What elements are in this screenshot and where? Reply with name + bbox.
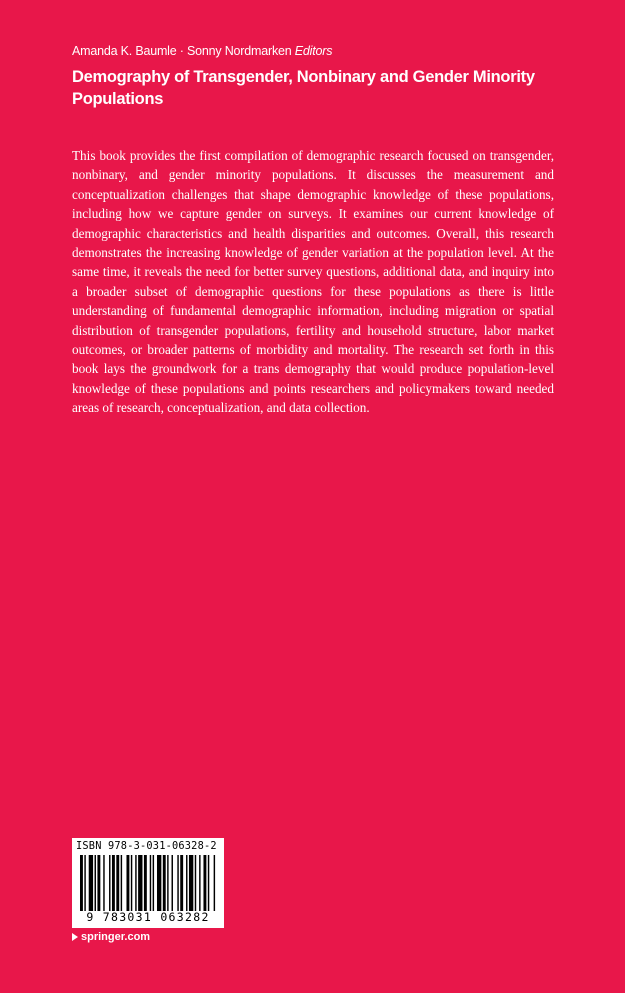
book-description: This book provides the first compilation of demographic research focused on transgender, nonbinary, and gender minority populations. It discusses the measurement and conceptualization challenges that shape demographic knowledge of these populations, including how we capture gender on surveys. It examines our current knowledge of demographic characteristics and health disparities and outcomes. Overall, this research demonstrates the increasing knowledge of gender variation at the population level. At the same time, it reveals the need for better survey questions, additional data, and inquiry into a broader subset of demographic questions for these populations as there is little understanding of fundamental demographic information, including migration or spatial distribution of transgender populations, fertility and household structure, labor market outcomes, or broader patterns of morbidity and mortality. The research set forth in this book lays the groundwork for a trans demography that would produce population-level knowledge of these populations and points researchers and policymakers toward needed areas of research, conceptualization, and data collection. (72, 148, 554, 416)
barcode-bar (97, 855, 100, 911)
barcode-bar (150, 855, 151, 911)
barcode-bars (80, 855, 218, 911)
barcode-bar (80, 855, 83, 911)
barcode-bar (157, 855, 161, 911)
editor-names: Amanda K. Baumle · Sonny Nordmarken (72, 44, 292, 58)
barcode-bar (109, 855, 110, 911)
barcode-bar (172, 855, 173, 911)
barcode-bar (199, 855, 200, 911)
publisher-link[interactable] (72, 931, 150, 943)
barcode-bar (153, 855, 154, 911)
barcode-bar (131, 855, 132, 911)
barcode-bar (189, 855, 193, 911)
barcode-bar (208, 855, 209, 911)
barcode-bar (195, 855, 196, 911)
barcode-bar (103, 855, 104, 911)
barcode-bar (84, 855, 85, 911)
barcode-bar (112, 855, 115, 911)
barcode-bar (89, 855, 93, 911)
barcode-bar (214, 855, 215, 911)
barcode-bar (163, 855, 166, 911)
book-title: Demography of Transgender, Nonbinary and Gender Minority Populations (72, 68, 535, 108)
barcode-bar (138, 855, 142, 911)
barcode-bar (186, 855, 187, 911)
isbn-barcode (72, 838, 224, 928)
barcode-bar (144, 855, 147, 911)
barcode-bar (203, 855, 206, 911)
barcode-bar (167, 855, 168, 911)
arrow-right-icon (72, 933, 78, 941)
barcode-bar (180, 855, 183, 911)
barcode-bar (177, 855, 178, 911)
publisher-url[interactable]: springer.com (81, 931, 151, 943)
barcode-bar (95, 855, 96, 911)
editors-role: Editors (294, 44, 333, 58)
isbn-label: ISBN 978-3-031-06328-2 (76, 840, 217, 852)
barcode-bar (135, 855, 136, 911)
barcode-bar (121, 855, 122, 911)
barcode-bar (116, 855, 119, 911)
barcode-bar (126, 855, 129, 911)
editors-line (72, 44, 332, 58)
barcode-digits: 9 783031 063282 (86, 910, 210, 924)
